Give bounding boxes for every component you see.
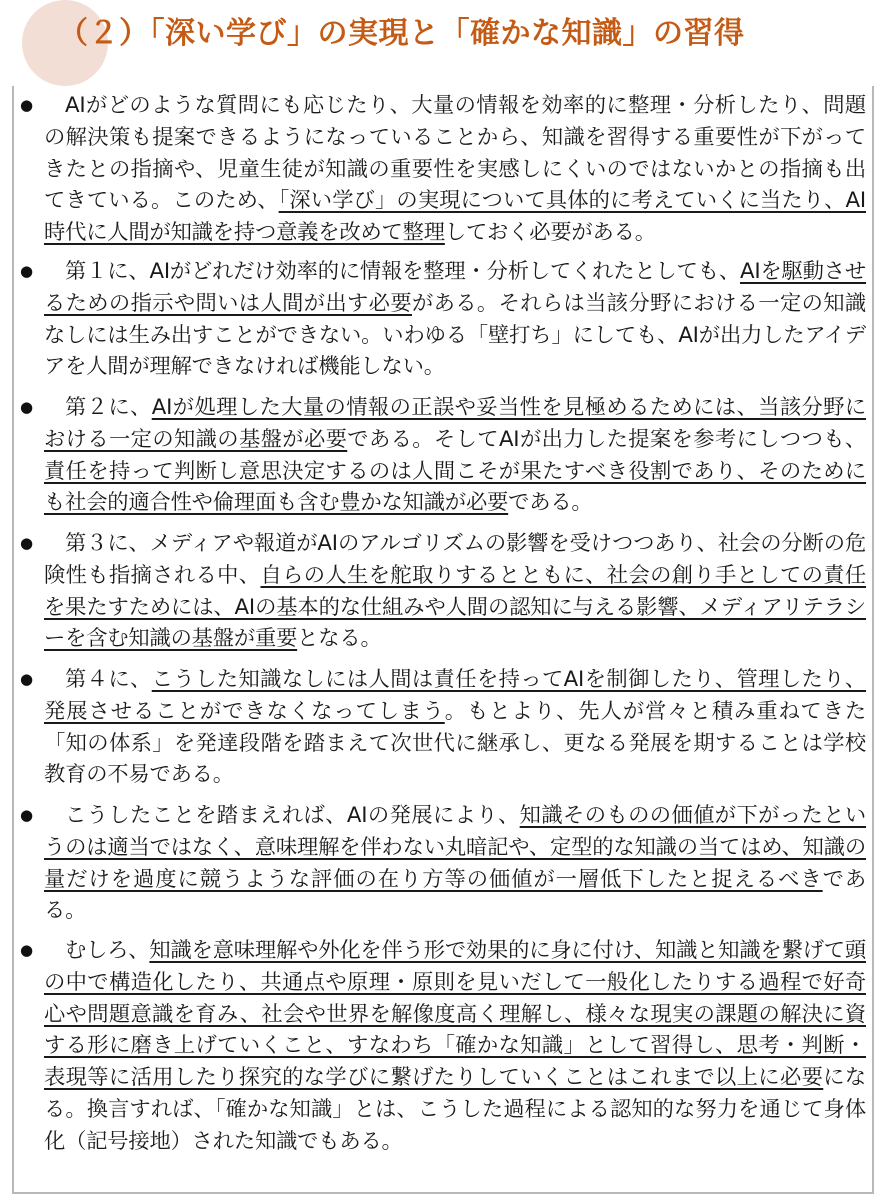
- paragraph-6: [44, 800, 866, 927]
- paragraph-3: [44, 392, 866, 519]
- paragraph-text: こうしたことを踏まえれば、AIの発展により、: [65, 803, 520, 828]
- bullet-marker: ●: [20, 262, 34, 280]
- bullet-marker: ●: [20, 806, 34, 824]
- page-title: （２）「深い学び」の実現と「確かな知識」の習得: [58, 16, 745, 51]
- underlined-text: 知識を意味理解や外化を伴う形で効果的に身に付け、知識と知識を繋げて頭の中で構造化したり、共通点や原理・原則を見いだして一般化したりする過程で好奇心や問題意識を育み、社会や世界を解像度高く理解し、様々な現実の課題の解決に資する形に磨き上げていくこと、すなわち「確かな知識」として習得し、思考・判断・表現等に活用したり探究的な学びに繋げたりしていくことはこれまで以上に必要: [44, 938, 866, 1091]
- paragraph-text: 。もとより、先人が営々と積み重ねてきた「知の体系」を発達段階を踏まえて次世代に継承し、更なる発展を期することは学校教育の不易である。: [44, 698, 866, 788]
- bullet-marker: ●: [20, 670, 34, 688]
- paragraph-7: [44, 935, 866, 1158]
- paragraph-text: がある。それらは当該分野における一定の知識なしには生み出すことができない。いわゆる「壁打ち」にしても、AIが出力したアイデアを人間が理解できなければ機能しない。: [44, 290, 866, 380]
- paragraph-text: しておく必要がある。: [444, 220, 656, 246]
- paragraph-text: になる。換言すれば、「確かな知識」とは、こうした過程による認知的な努力を通じて身体化（記号接地）された知識でもある。: [44, 1065, 866, 1154]
- bullet-marker: ●: [20, 96, 34, 114]
- paragraph-text: である。: [44, 866, 866, 924]
- paragraph-text: 第１に、AIがどれだけ効率的に情報を整理・分析してくれたとしても、: [65, 259, 740, 284]
- paragraph-text: むしろ、: [65, 938, 150, 963]
- paragraph-1: [44, 90, 866, 249]
- paragraph-text: 第２に、: [65, 395, 152, 420]
- underlined-text: 自らの人生を舵取りするとともに、社会の創り手としての責任を果たすためには、AIの基本的な仕組みや人間の認知に与える影響、メディアリテラシーを含む知識の基盤が重要: [44, 562, 866, 652]
- bullet-marker: ●: [20, 534, 34, 552]
- underlined-text: こうした知識なしには人間は責任を持ってAIを制御したり、管理したり、発展させることができなくなってしまう: [44, 667, 866, 724]
- paragraph-2: [44, 256, 866, 383]
- bullet-marker: ●: [20, 941, 34, 959]
- paragraph-text: AIがどのような質問にも応じたり、大量の情報を効率的に整理・分析したり、問題の解決策も提案できるようになっていることから、知識を習得する重要性が下がってきたとの指摘や、児童生徒が知識の重要性を実感しにくいのではないかとの指摘も出てきている。このため、: [44, 93, 866, 214]
- paragraph-4: [44, 528, 866, 655]
- paragraph-text: である。: [508, 490, 593, 516]
- paragraph-text: である。そしてAIが出力した提案を参考にしつつも、: [347, 426, 867, 452]
- paragraph-text: 第３に、メディアや報道がAIのアルゴリズムの影響を受けつつあり、社会の分断の危険性も指摘される中、: [44, 531, 866, 588]
- underlined-text: 「深い学び」の実現について具体的に考えていくに当たり、AI時代に人間が知識を持つ意義を改めて整理: [44, 188, 867, 246]
- underlined-text: 知識そのものの価値が下がったというのは適当ではなく、意味理解を伴わない丸暗記や、定型的な知識の当てはめ、知識の量だけを過度に競うような評価の在り方等の価値が一層低下したと捉えるべき: [44, 803, 866, 892]
- paragraph-text: 第４に、: [65, 667, 152, 692]
- underlined-text: AIを駆動させるための指示や問いは人間が出す必要: [44, 259, 866, 316]
- paragraph-text: となる。: [297, 626, 382, 652]
- bullet-marker: ●: [20, 398, 34, 416]
- underlined-text: AIが処理した大量の情報の正誤や妥当性を見極めるためには、当該分野における一定の知識の基盤が必要: [44, 395, 866, 452]
- paragraph-5: [44, 664, 866, 791]
- underlined-text: 責任を持って判断し意思決定するのは人間こそが果たすべき役割であり、そのためにも社会的適合性や倫理面も含む豊かな知識が必要: [44, 458, 866, 516]
